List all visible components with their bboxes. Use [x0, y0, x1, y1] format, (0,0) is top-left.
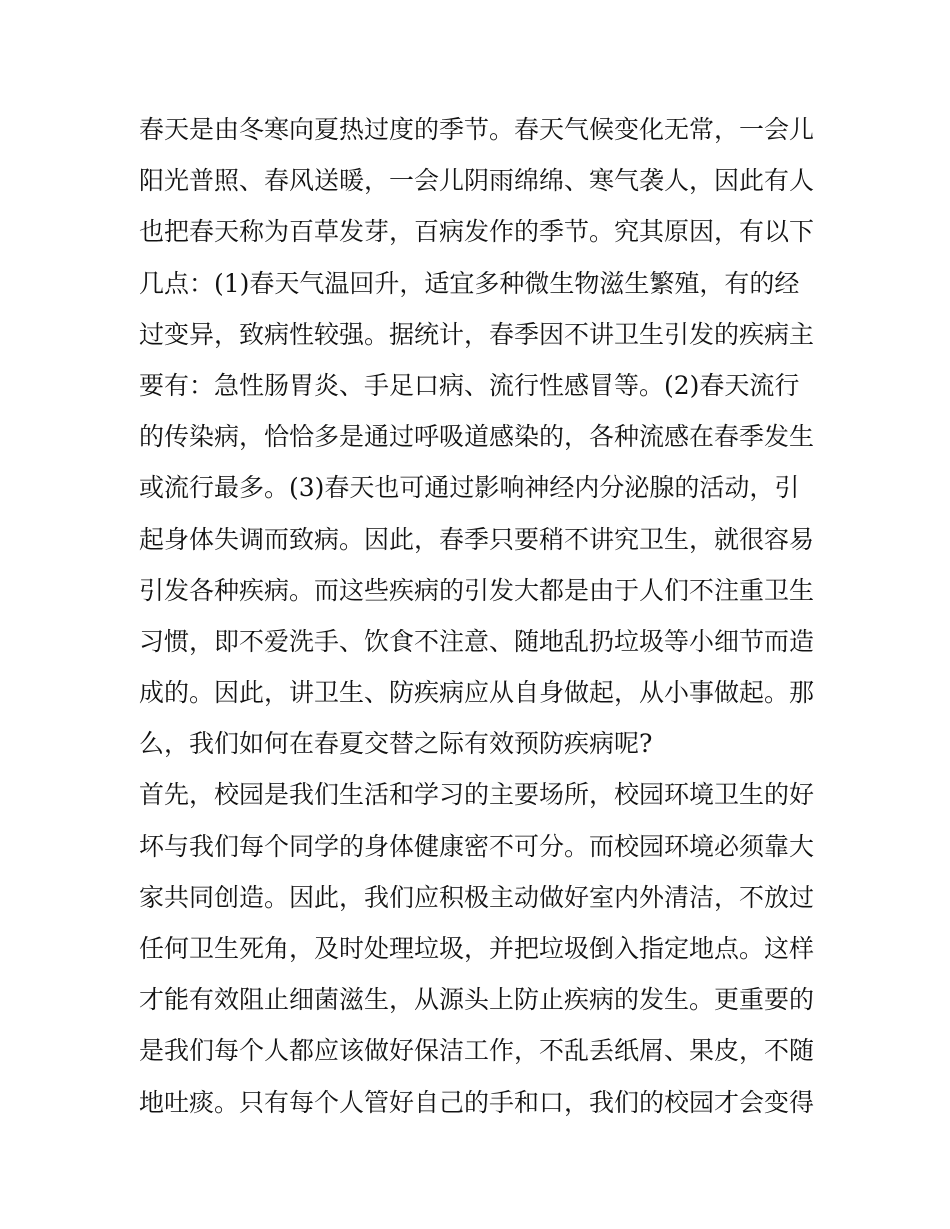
text-line: 或流行最多。(3)春天也可通过影响神经内分泌腺的活动，引: [139, 473, 800, 503]
text-line: 也把春天称为百草发芽，百病发作的季节。究其原因，有以下: [139, 217, 815, 247]
text-line: 过变异，致病性较强。据统计，春季因不讲卫生引发的疾病主: [139, 319, 815, 349]
text-line: 家共同创造。因此，我们应积极主动做好室内外清洁，不放过: [139, 882, 815, 912]
text-line: 坏与我们每个同学的身体健康密不可分。而校园环境必须靠大: [139, 831, 815, 861]
text-line: 是我们每个人都应该做好保洁工作，不乱丢纸屑、果皮，不随: [139, 1036, 815, 1066]
text-line: 春天是由冬寒向夏热过度的季节。春天气候变化无常，一会儿: [139, 115, 815, 144]
text-line: 首先，校园是我们生活和学习的主要场所，校园环境卫生的好: [139, 780, 815, 810]
text-line: 引发各种疾病。而这些疾病的引发大都是由于人们不注重卫生: [139, 575, 815, 605]
text-line: 要有：急性肠胃炎、手足口病、流行性感冒等。(2)春天流行: [139, 370, 800, 400]
text-line: 阳光普照、春风送暖，一会儿阴雨绵绵、寒气袭人，因此有人: [139, 166, 815, 196]
text-line: 地吐痰。只有每个人管好自己的手和口，我们的校园才会变得: [139, 1087, 815, 1117]
text-line: 成的。因此，讲卫生、防疾病应从自身做起，从小事做起。那: [139, 678, 815, 708]
text-line: 习惯，即不爱洗手、饮食不注意、随地乱扔垃圾等小细节而造: [139, 626, 815, 656]
text-line: 的传染病，恰恰多是通过呼吸道感染的，各种流感在春季发生: [139, 422, 815, 452]
text-line: 几点：(1)春天气温回升，适宜多种微生物滋生繁殖，有的经: [139, 268, 800, 298]
text-line: 么，我们如何在春夏交替之际有效预防疾病呢?: [139, 729, 653, 759]
text-line: 任何卫生死角，及时处理垃圾，并把垃圾倒入指定地点。这样: [139, 934, 815, 963]
text-line: 起身体失调而致病。因此，春季只要稍不讲究卫生，就很容易: [139, 524, 815, 554]
text-line: 才能有效阻止细菌滋生，从源头上防止疾病的发生。更重要的: [139, 985, 815, 1015]
body-text: [139, 104, 819, 1128]
